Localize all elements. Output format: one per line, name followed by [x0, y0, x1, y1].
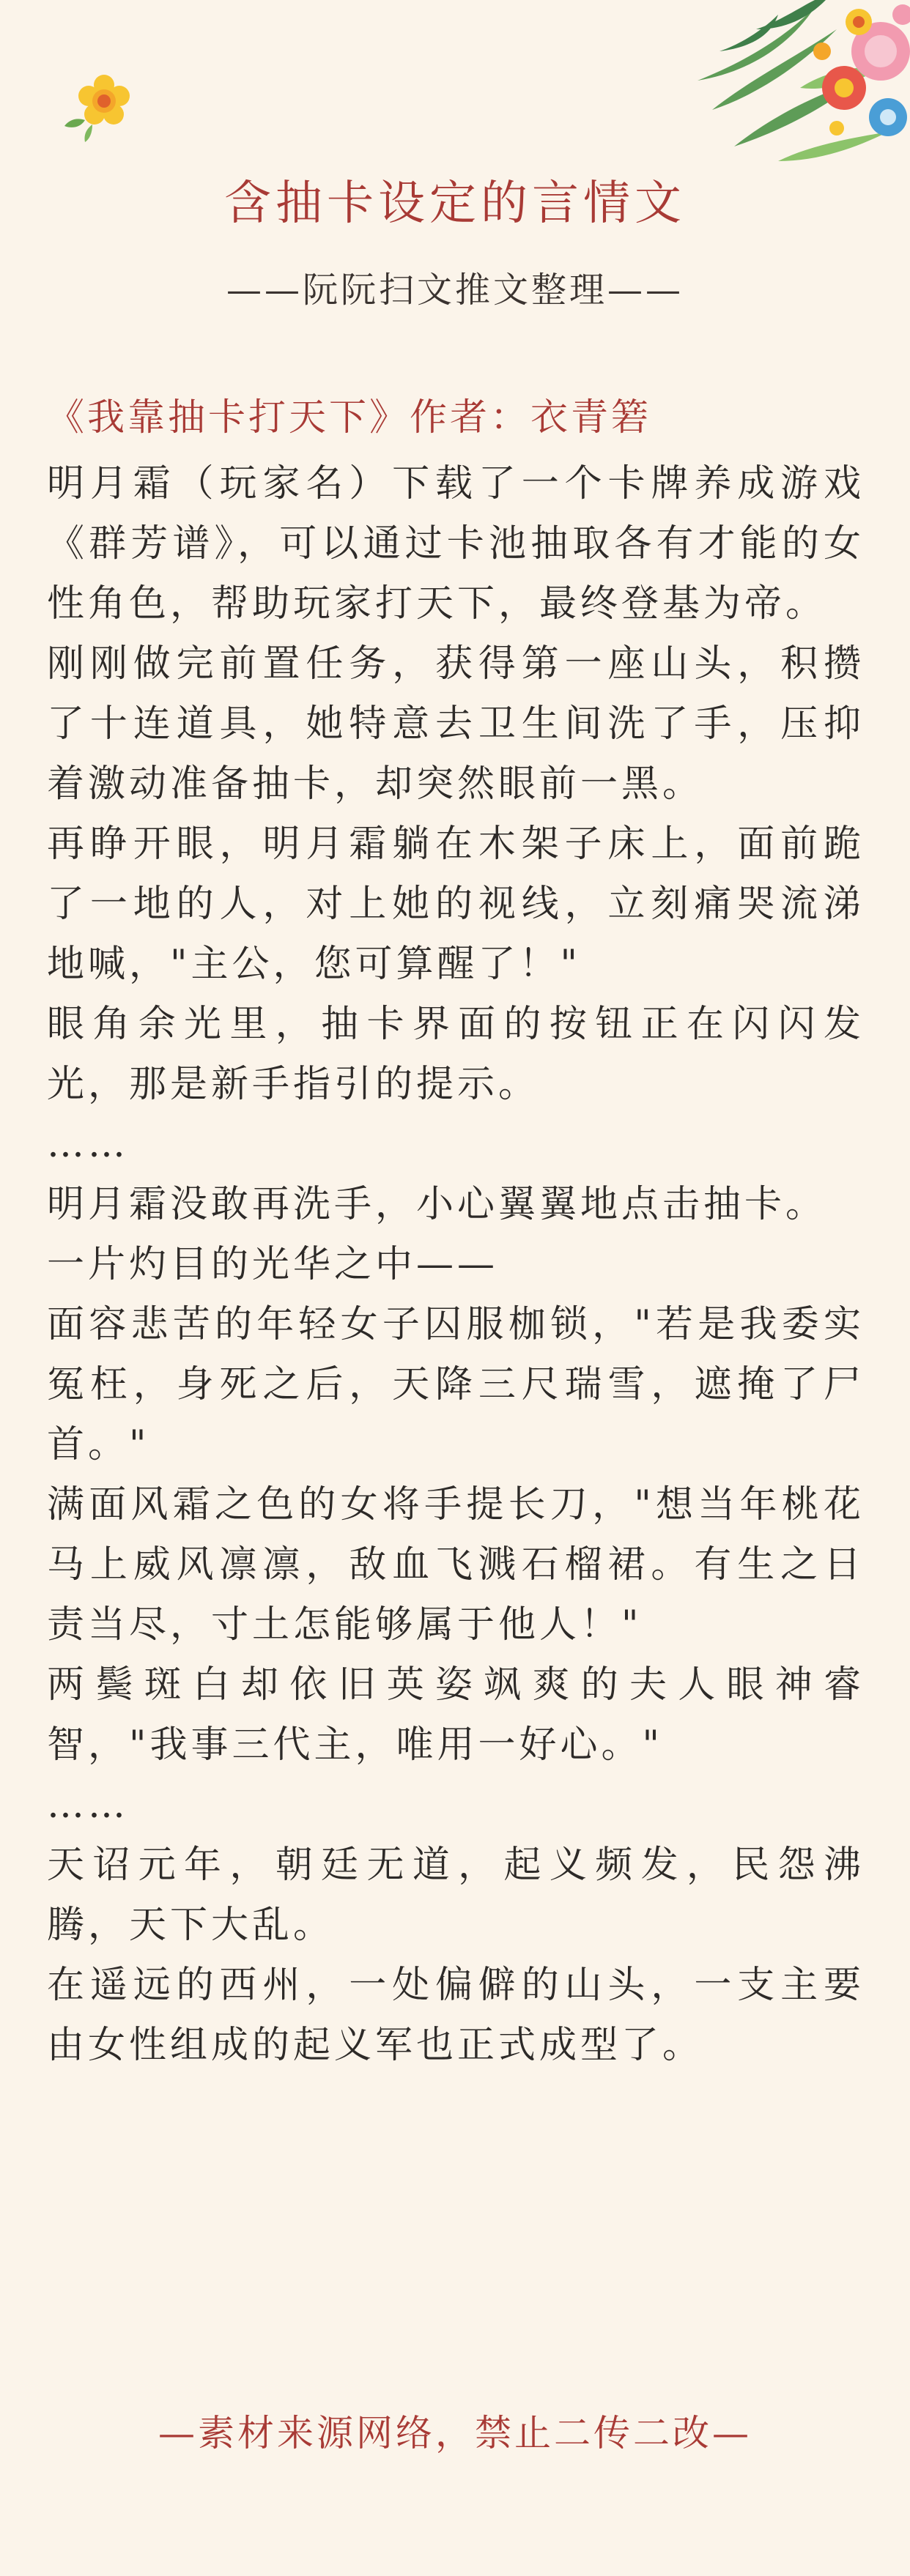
paragraph: 天诏元年，朝廷无道，起义频发，民怨沸腾，天下大乱。 — [47, 1844, 865, 1947]
ellipsis-separator: …… — [47, 1123, 129, 1166]
paragraph: 明月霜没敢再洗手，小心翼翼地点击抽卡。 — [47, 1183, 827, 1226]
paragraph: 两鬓斑白却依旧英姿飒爽的夫人眼神睿智，"我事三代主，唯用一好心。" — [47, 1663, 865, 1767]
footer-notice: —素材来源网络，禁止二传二改— — [158, 2412, 752, 2454]
paragraph: 再睁开眼，明月霜躺在木架子床上，面前跪了一地的人，对上她的视线，立刻痛哭流涕地喊，"主公，您可算醒了！" — [47, 823, 865, 986]
paragraph: 刚刚做完前置任务，获得第一座山头，积攒了十连道具，她特意去卫生间洗了手，压抑着激动准备抽卡，却突然眼前一黑。 — [47, 642, 865, 806]
floral-cluster — [668, 0, 910, 176]
paragraph: 一片灼目的光华之中—— — [47, 1243, 499, 1286]
page-title: 含抽卡设定的言情文 — [224, 177, 686, 231]
ellipsis-separator: …… — [47, 1783, 129, 1827]
paragraph: 眼角余光里，抽卡界面的按钮正在闪闪发光，那是新手指引的提示。 — [47, 1003, 865, 1106]
flower-icon — [63, 63, 144, 144]
paragraph: 满面风霜之色的女将手提长刀，"想当年桃花马上威风凛凛，敌血飞溅石榴裙。有生之日责当尽，寸土怎能够属于他人！" — [47, 1483, 865, 1647]
paragraph: 在遥远的西州，一处偏僻的山头，一支主要由女性组成的起义军也正式成型了。 — [47, 1964, 865, 2067]
page-subtitle: ——阮阮扫文推文整理—— — [226, 270, 684, 311]
book-heading: 《我靠抽卡打天下》作者：衣青箬 — [47, 396, 652, 439]
paragraph: 明月霜（玩家名）下载了一个卡牌养成游戏《群芳谱》，可以通过卡池抽取各有才能的女性角色，帮助玩家打天下，最终登基为帝。 — [47, 462, 865, 626]
synopsis-body — [47, 454, 865, 2076]
paragraph: 面容悲苦的年轻女子囚服枷锁，"若是我委实冤枉，身死之后，天降三尺瑞雪，遮掩了尸首。" — [47, 1303, 865, 1466]
